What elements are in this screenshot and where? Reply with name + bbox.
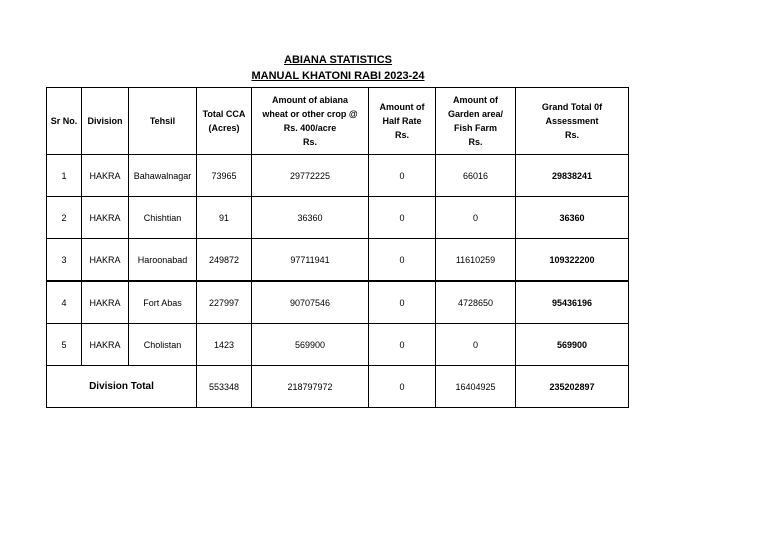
- header-tehsil: Tehsil: [129, 88, 197, 155]
- cell-tehsil: Bahawalnagar: [129, 155, 197, 197]
- division-total-row: [47, 366, 629, 408]
- cell-garden: 66016: [436, 155, 516, 197]
- cell-half-rate: 0: [369, 324, 436, 366]
- cell-grand-total: 569900: [516, 324, 629, 366]
- header-garden-area: Amount of Garden area/ Fish Farm Rs.: [436, 88, 516, 155]
- table-row: [47, 155, 629, 197]
- cell-abiana: 569900: [252, 324, 369, 366]
- header-division: Division: [82, 88, 129, 155]
- header-grand-total: Grand Total 0f Assessment Rs.: [516, 88, 629, 155]
- abiana-statistics-table: [46, 87, 629, 408]
- cell-garden: 11610259: [436, 239, 516, 282]
- total-half-rate: 0: [369, 366, 436, 408]
- header-total-cca: Total CCA (Acres): [197, 88, 252, 155]
- division-total-label: Division Total: [47, 366, 197, 408]
- report-subtitle: MANUAL KHATONI RABI 2023-24: [251, 70, 425, 82]
- header-half-rate: Amount of Half Rate Rs.: [369, 88, 436, 155]
- cell-half-rate: 0: [369, 197, 436, 239]
- cell-division: HAKRA: [82, 239, 129, 282]
- table-header-row: [47, 88, 629, 155]
- cell-tehsil: Fort Abas: [129, 281, 197, 324]
- table-row: [47, 239, 629, 282]
- cell-cca: 249872: [197, 239, 252, 282]
- cell-cca: 91: [197, 197, 252, 239]
- cell-garden: 0: [436, 197, 516, 239]
- table-row: [47, 197, 629, 239]
- cell-tehsil: Haroonabad: [129, 239, 197, 282]
- cell-tehsil: Chishtian: [129, 197, 197, 239]
- total-garden: 16404925: [436, 366, 516, 408]
- cell-grand-total: 109322200: [516, 239, 629, 282]
- total-grand-total: 235202897: [516, 366, 629, 408]
- total-cca: 553348: [197, 366, 252, 408]
- cell-garden: 0: [436, 324, 516, 366]
- cell-division: HAKRA: [82, 281, 129, 324]
- cell-abiana: 90707546: [252, 281, 369, 324]
- table-row: [47, 281, 629, 324]
- table-row: [47, 324, 629, 366]
- cell-sr: 1: [47, 155, 82, 197]
- cell-half-rate: 0: [369, 281, 436, 324]
- cell-half-rate: 0: [369, 239, 436, 282]
- total-abiana: 218797972: [252, 366, 369, 408]
- cell-sr: 5: [47, 324, 82, 366]
- cell-cca: 1423: [197, 324, 252, 366]
- header-abiana-amount: Amount of abiana wheat or other crop @ Rs. 400/acre Rs.: [252, 88, 369, 155]
- report-title: ABIANA STATISTICS: [284, 54, 392, 66]
- cell-abiana: 29772225: [252, 155, 369, 197]
- cell-grand-total: 36360: [516, 197, 629, 239]
- header-sr-no: Sr No.: [47, 88, 82, 155]
- cell-sr: 3: [47, 239, 82, 282]
- cell-tehsil: Cholistan: [129, 324, 197, 366]
- cell-abiana: 36360: [252, 197, 369, 239]
- cell-grand-total: 29838241: [516, 155, 629, 197]
- cell-abiana: 97711941: [252, 239, 369, 282]
- cell-division: HAKRA: [82, 324, 129, 366]
- cell-sr: 4: [47, 281, 82, 324]
- cell-division: HAKRA: [82, 197, 129, 239]
- cell-half-rate: 0: [369, 155, 436, 197]
- cell-sr: 2: [47, 197, 82, 239]
- cell-garden: 4728650: [436, 281, 516, 324]
- cell-division: HAKRA: [82, 155, 129, 197]
- cell-cca: 227997: [197, 281, 252, 324]
- cell-grand-total: 95436196: [516, 281, 629, 324]
- cell-cca: 73965: [197, 155, 252, 197]
